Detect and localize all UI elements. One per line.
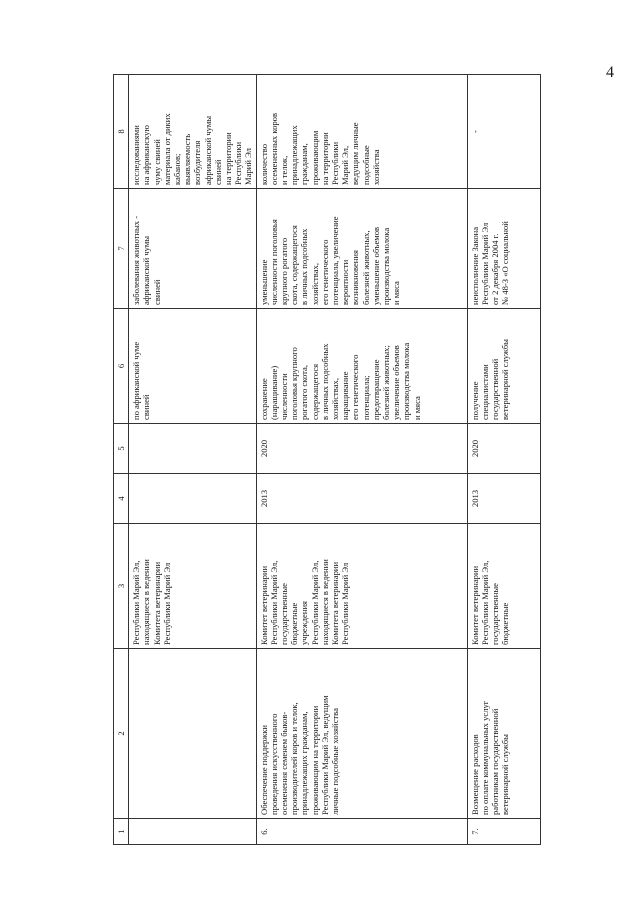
executor-cell: Комитет ветеринарии Республики Марий Эл, государственные бюджетные учреждения Республики Марий Эл, находящиеся в ведении Комитета ветеринарии Республики Марий Эл xyxy=(256,524,467,649)
result-cell: по африканской чуме свиней xyxy=(129,309,256,424)
start-year-cell: 2013 xyxy=(467,474,540,524)
column-header: 1 xyxy=(114,819,129,845)
row-number-cell: 7. xyxy=(467,819,540,845)
result-cell: получение специалистами государственной ветеринарной службы xyxy=(467,309,540,424)
page-number: 4 xyxy=(606,64,614,81)
measure-cell: Возмещение расходов по оплате коммунальных услуг работникам государственной ветеринарной службы xyxy=(467,649,540,819)
column-header: 5 xyxy=(114,424,129,474)
header-row xyxy=(114,75,129,845)
start-year-cell xyxy=(129,474,256,524)
consequence-cell: уменьшение численности поголовья крупного рогатого скота, содержащегося в личных подсобных хозяйствах, его генетического потенциала, увеличение вероятности возникновения болезней животных, уменьшение объемов производства молока и мяса xyxy=(256,189,467,309)
indicator-cell: исследованиями на африканскую чуму свиней материала от диких кабанов; выявляемость возбудителя африканской чумы свиней на территории Республики Марий Эл xyxy=(129,75,256,189)
table-row xyxy=(467,75,540,845)
rotated-table-container xyxy=(113,75,511,845)
row-number-cell xyxy=(129,819,256,845)
executor-cell: Республики Марий Эл, находящиеся в ведении Комитета ветеринарии Республики Марий Эл xyxy=(129,524,256,649)
indicator-cell: - xyxy=(467,75,540,189)
column-header: 8 xyxy=(114,75,129,189)
end-year-cell: 2020 xyxy=(256,424,467,474)
measure-cell xyxy=(129,649,256,819)
row-number-cell: 6. xyxy=(256,819,467,845)
table-row xyxy=(129,75,256,845)
end-year-cell: 2020 xyxy=(467,424,540,474)
result-cell: сохранение (наращивание) численности поголовья крупного рогатого скота, содержащегося в личных подсобных хозяйствах, наращивание его генетического потенциала; предотвращение болезней животных; увеличение объемов производства молока и мяса xyxy=(256,309,467,424)
end-year-cell xyxy=(129,424,256,474)
start-year-cell: 2013 xyxy=(256,474,467,524)
column-header: 6 xyxy=(114,309,129,424)
consequence-cell: заболевания животных - африканской чумы свиней xyxy=(129,189,256,309)
indicator-cell: количество осемененных коров и телок, принадлежащих гражданам, проживающим на территории Республики Марий Эл, ведущим личные подсобные хозяйства xyxy=(256,75,467,189)
executor-cell: Комитет ветеринарии Республики Марий Эл, государственные бюджетные xyxy=(467,524,540,649)
column-header: 2 xyxy=(114,649,129,819)
column-header: 3 xyxy=(114,524,129,649)
table-row xyxy=(256,75,467,845)
consequence-cell: неисполнение Закона Республики Марий Эл от 2 декабря 2004 г. № 48-З «О социальной xyxy=(467,189,540,309)
measure-cell: Обеспечение поддержки проведения искусственного осеменения семенем быков- производителей коров и телок, принадлежащих гражданам, проживающим на территории Республики Марий Эл, ведущим личные подсобные хозяйства xyxy=(256,649,467,819)
measures-table xyxy=(113,74,541,845)
column-header: 7 xyxy=(114,189,129,309)
column-header: 4 xyxy=(114,474,129,524)
